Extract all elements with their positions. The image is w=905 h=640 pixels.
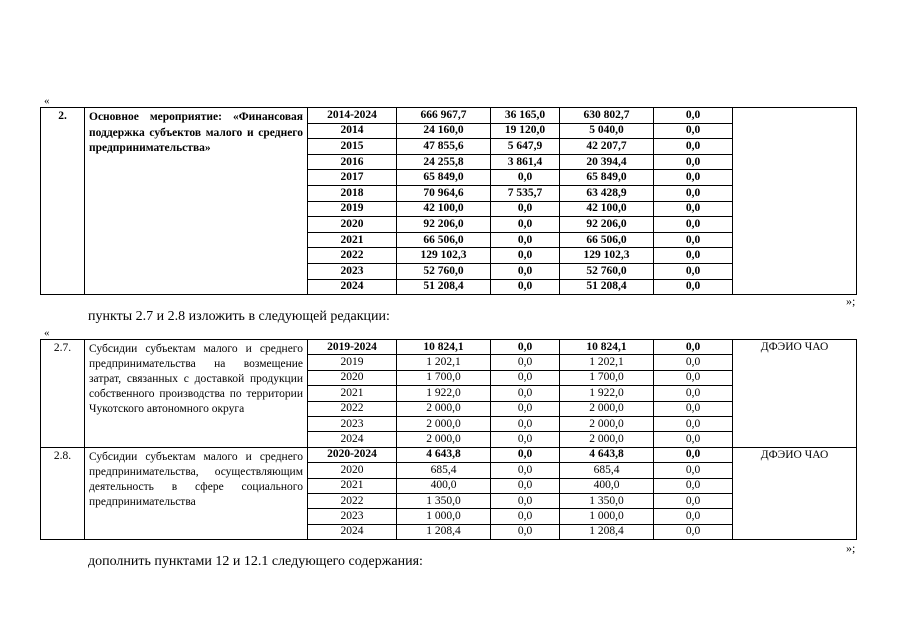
regional-cell: 42 207,7	[560, 139, 654, 155]
period-cell: 2019	[308, 355, 397, 370]
regional-cell: 1 208,4	[560, 524, 654, 539]
regional-cell: 129 102,3	[560, 248, 654, 264]
period-cell: 2019	[308, 201, 397, 217]
regional-cell: 92 206,0	[560, 217, 654, 233]
total-cell: 666 967,7	[397, 108, 491, 124]
federal-cell: 0,0	[491, 447, 560, 462]
total-cell: 400,0	[397, 478, 491, 493]
other-cell: 0,0	[654, 386, 733, 401]
total-cell: 1 922,0	[397, 386, 491, 401]
federal-cell: 0,0	[491, 263, 560, 279]
federal-cell: 0,0	[491, 355, 560, 370]
other-cell: 0,0	[654, 279, 733, 295]
period-cell: 2020	[308, 463, 397, 478]
regional-cell: 1 350,0	[560, 493, 654, 508]
period-cell: 2018	[308, 185, 397, 201]
total-cell: 4 643,8	[397, 447, 491, 462]
period-cell: 2019-2024	[308, 340, 397, 355]
other-cell: 0,0	[654, 509, 733, 524]
item28-number: 2.8.	[41, 447, 85, 539]
period-cell: 2016	[308, 154, 397, 170]
period-cell: 2022	[308, 248, 397, 264]
federal-cell: 19 120,0	[491, 123, 560, 139]
period-cell: 2021	[308, 232, 397, 248]
other-cell: 0,0	[654, 370, 733, 385]
total-cell: 129 102,3	[397, 248, 491, 264]
other-cell: 0,0	[654, 154, 733, 170]
regional-cell: 685,4	[560, 463, 654, 478]
federal-cell: 0,0	[491, 232, 560, 248]
close-quote-2: »;	[846, 541, 856, 555]
total-cell: 65 849,0	[397, 170, 491, 186]
total-cell: 92 206,0	[397, 217, 491, 233]
regional-cell: 65 849,0	[560, 170, 654, 186]
period-cell: 2014	[308, 123, 397, 139]
regional-cell: 1 922,0	[560, 386, 654, 401]
total-cell: 2 000,0	[397, 432, 491, 447]
federal-cell: 0,0	[491, 170, 560, 186]
period-cell: 2024	[308, 524, 397, 539]
federal-cell: 0,0	[491, 279, 560, 295]
federal-cell: 0,0	[491, 416, 560, 431]
federal-cell: 7 535,7	[491, 185, 560, 201]
open-quote-2: «	[44, 327, 50, 339]
federal-cell: 0,0	[491, 386, 560, 401]
regional-cell: 2 000,0	[560, 416, 654, 431]
other-cell: 0,0	[654, 263, 733, 279]
federal-cell: 0,0	[491, 248, 560, 264]
federal-cell: 0,0	[491, 401, 560, 416]
total-cell: 1 000,0	[397, 509, 491, 524]
period-cell: 2023	[308, 263, 397, 279]
other-cell: 0,0	[654, 416, 733, 431]
regional-cell: 5 040,0	[560, 123, 654, 139]
total-cell: 1 350,0	[397, 493, 491, 508]
federal-cell: 36 165,0	[491, 108, 560, 124]
total-cell: 66 506,0	[397, 232, 491, 248]
period-cell: 2022	[308, 401, 397, 416]
regional-cell: 20 394,4	[560, 154, 654, 170]
regional-cell: 2 000,0	[560, 401, 654, 416]
other-cell: 0,0	[654, 123, 733, 139]
item28-responsible: ДФЭИО ЧАО	[733, 447, 857, 539]
other-cell: 0,0	[654, 201, 733, 217]
other-cell: 0,0	[654, 463, 733, 478]
regional-cell: 630 802,7	[560, 108, 654, 124]
other-cell: 0,0	[654, 232, 733, 248]
federal-cell: 0,0	[491, 432, 560, 447]
regional-cell: 1 000,0	[560, 509, 654, 524]
period-cell: 2017	[308, 170, 397, 186]
instruction-paragraph-2: дополнить пунктами 12 и 12.1 следующего содержания:	[88, 554, 423, 569]
total-cell: 42 100,0	[397, 201, 491, 217]
federal-cell: 0,0	[491, 370, 560, 385]
section2-description: Основное мероприятие: «Финансовая поддержка субъектов малого и среднего предпринимательства»	[85, 108, 308, 295]
other-cell: 0,0	[654, 108, 733, 124]
federal-cell: 0,0	[491, 524, 560, 539]
federal-cell: 0,0	[491, 463, 560, 478]
total-cell: 1 202,1	[397, 355, 491, 370]
regional-cell: 4 643,8	[560, 447, 654, 462]
regional-cell: 63 428,9	[560, 185, 654, 201]
total-cell: 52 760,0	[397, 263, 491, 279]
federal-cell: 0,0	[491, 478, 560, 493]
total-cell: 70 964,6	[397, 185, 491, 201]
total-cell: 1 700,0	[397, 370, 491, 385]
section2-row	[41, 108, 857, 124]
section2-number: 2.	[41, 108, 85, 295]
item27-responsible: ДФЭИО ЧАО	[733, 340, 857, 448]
close-quote-1: »;	[846, 294, 856, 308]
regional-cell: 66 506,0	[560, 232, 654, 248]
period-cell: 2024	[308, 432, 397, 447]
other-cell: 0,0	[654, 139, 733, 155]
other-cell: 0,0	[654, 493, 733, 508]
other-cell: 0,0	[654, 340, 733, 355]
period-cell: 2023	[308, 509, 397, 524]
period-cell: 2014-2024	[308, 108, 397, 124]
period-cell: 2024	[308, 279, 397, 295]
federal-cell: 0,0	[491, 493, 560, 508]
total-cell: 10 824,1	[397, 340, 491, 355]
total-cell: 51 208,4	[397, 279, 491, 295]
other-cell: 0,0	[654, 170, 733, 186]
regional-cell: 1 700,0	[560, 370, 654, 385]
period-cell: 2021	[308, 478, 397, 493]
period-cell: 2020	[308, 217, 397, 233]
items-table	[40, 339, 857, 540]
total-cell: 2 000,0	[397, 416, 491, 431]
period-cell: 2015	[308, 139, 397, 155]
regional-cell: 10 824,1	[560, 340, 654, 355]
period-cell: 2020-2024	[308, 447, 397, 462]
other-cell: 0,0	[654, 401, 733, 416]
regional-cell: 52 760,0	[560, 263, 654, 279]
other-cell: 0,0	[654, 355, 733, 370]
federal-cell: 0,0	[491, 217, 560, 233]
total-cell: 1 208,4	[397, 524, 491, 539]
other-cell: 0,0	[654, 432, 733, 447]
regional-cell: 1 202,1	[560, 355, 654, 370]
federal-cell: 0,0	[491, 509, 560, 524]
item28-row	[41, 447, 857, 462]
other-cell: 0,0	[654, 248, 733, 264]
period-cell: 2022	[308, 493, 397, 508]
section2-responsible	[733, 108, 857, 295]
open-quote-1: «	[44, 95, 50, 107]
other-cell: 0,0	[654, 217, 733, 233]
item28-description: Субсидии субъектам малого и среднего предпринимательства, осуществляющим деятельность в сфере социального предпринимательства	[85, 447, 308, 539]
federal-cell: 5 647,9	[491, 139, 560, 155]
other-cell: 0,0	[654, 524, 733, 539]
item27-description: Субсидии субъектам малого и среднего предпринимательства на возмещение затрат, связанных с доставкой продукции собственного производства по территории Чукотского автономного округа	[85, 340, 308, 448]
regional-cell: 42 100,0	[560, 201, 654, 217]
item27-row	[41, 340, 857, 355]
total-cell: 2 000,0	[397, 401, 491, 416]
item27-number: 2.7.	[41, 340, 85, 448]
total-cell: 685,4	[397, 463, 491, 478]
section-2-table	[40, 107, 857, 295]
total-cell: 24 255,8	[397, 154, 491, 170]
total-cell: 47 855,6	[397, 139, 491, 155]
regional-cell: 400,0	[560, 478, 654, 493]
period-cell: 2020	[308, 370, 397, 385]
regional-cell: 51 208,4	[560, 279, 654, 295]
other-cell: 0,0	[654, 185, 733, 201]
total-cell: 24 160,0	[397, 123, 491, 139]
instruction-paragraph-1: пункты 2.7 и 2.8 изложить в следующей редакции:	[88, 309, 390, 324]
regional-cell: 2 000,0	[560, 432, 654, 447]
other-cell: 0,0	[654, 478, 733, 493]
other-cell: 0,0	[654, 447, 733, 462]
federal-cell: 0,0	[491, 340, 560, 355]
federal-cell: 0,0	[491, 201, 560, 217]
federal-cell: 3 861,4	[491, 154, 560, 170]
period-cell: 2023	[308, 416, 397, 431]
period-cell: 2021	[308, 386, 397, 401]
